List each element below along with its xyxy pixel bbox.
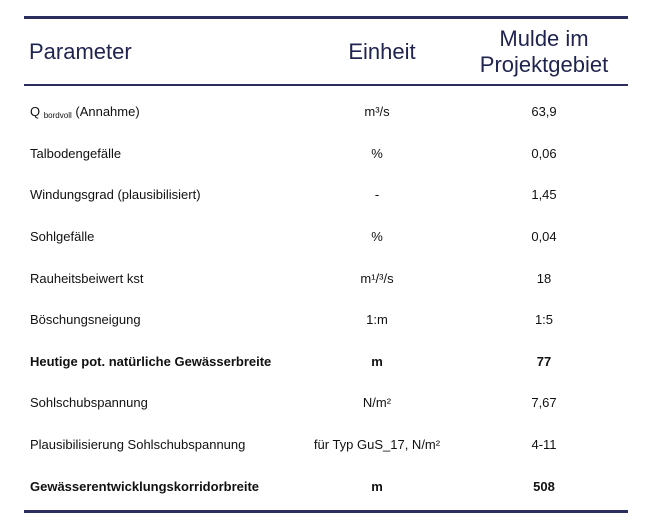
row-value: 0,06 [531, 145, 557, 161]
row-value [460, 479, 628, 494]
param-q-subscript: bordvoll [43, 110, 72, 120]
row-unit: - [374, 187, 380, 203]
parameter-table [24, 16, 628, 513]
row-parameter: Böschungsneigung [30, 312, 141, 328]
row-unit: m³/s [364, 104, 390, 120]
table-header-row [24, 19, 628, 84]
row-unit: 1:m [366, 312, 388, 328]
table-row [24, 382, 628, 424]
table-bottom-rule [24, 510, 628, 513]
param-q-symbol: Q [30, 103, 44, 119]
row-unit: m¹/³/s [360, 270, 394, 286]
header-unit: Einheit [348, 38, 416, 64]
header-value-line1: Mulde im [499, 25, 589, 51]
row-value: 0,04 [531, 229, 557, 245]
row-value: 18 [536, 270, 552, 286]
table-row [24, 299, 628, 341]
table-row [24, 424, 628, 466]
row-value: 1:5 [534, 312, 554, 328]
row-parameter-text: Gewässerentwicklungskorridorbreite [30, 478, 260, 494]
table-body [24, 86, 628, 510]
row-parameter: Sohlschubspannung [30, 395, 148, 411]
table-row [24, 257, 628, 299]
param-q-rest: (Annahme) [71, 103, 140, 119]
row-value [460, 354, 628, 369]
row-unit-text: m [371, 478, 383, 494]
row-value: 4-11 [531, 437, 557, 453]
row-value: 1,45 [531, 187, 557, 203]
table-row-highlight [24, 341, 628, 383]
row-value-text: 508 [533, 478, 555, 494]
header-value-line2: Projektgebiet [479, 51, 609, 77]
row-parameter-text: Heutige pot. natürliche Gewässerbreite [30, 353, 272, 369]
row-parameter: Rauheitsbeiwert kst [30, 270, 144, 286]
row-value-text: 77 [536, 353, 552, 369]
row-parameter [24, 354, 294, 369]
header-parameter: Parameter [29, 38, 132, 64]
table-row [24, 133, 628, 175]
row-unit: N/m² [362, 395, 392, 411]
row-value: 63,9 [531, 104, 557, 120]
table-row [24, 91, 628, 133]
header-value [460, 26, 628, 78]
row-value: 7,67 [531, 395, 557, 411]
table-row [24, 174, 628, 216]
row-unit: für Typ GuS_17, N/m² [313, 437, 441, 453]
row-parameter [24, 479, 294, 494]
row-unit [294, 479, 460, 494]
row-parameter: Sohlgefälle [30, 229, 95, 245]
row-unit-text: m [371, 353, 383, 369]
table-row-highlight [24, 465, 628, 507]
row-parameter: Plausibilisierung Sohlschubspannung [30, 437, 246, 453]
table-row [24, 216, 628, 258]
row-unit: % [371, 229, 383, 245]
row-parameter: Windungsgrad (plausibilisiert) [30, 187, 201, 203]
row-parameter: Talbodengefälle [30, 145, 122, 161]
row-parameter [24, 104, 294, 120]
row-unit: % [371, 145, 383, 161]
row-unit [294, 354, 460, 369]
